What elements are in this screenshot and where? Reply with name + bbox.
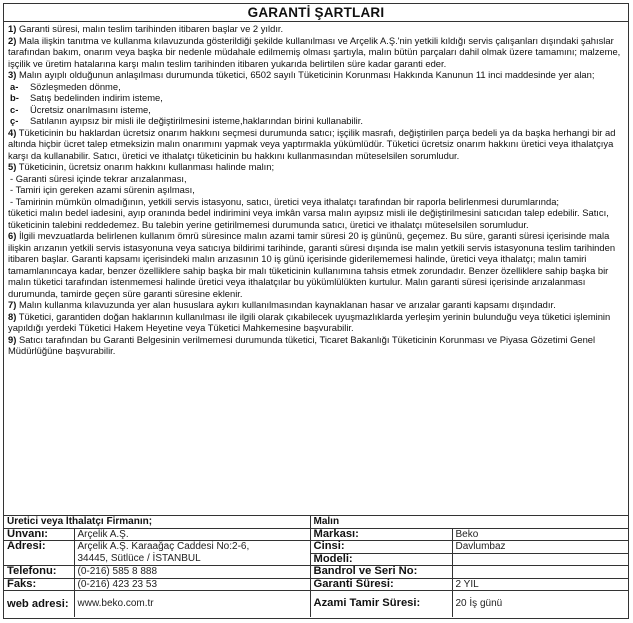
address-value bbox=[74, 541, 310, 566]
term-text: Malın ayıplı olduğunun anlaşılması durumunda tüketici, 6502 sayılı Tüketicinin Korunması Hakkında Kanunun 11 inci maddesinde yer alan; bbox=[18, 69, 595, 80]
term-text: Tüketici, garantiden doğan haklarının kullanılması ile ilgili olarak çıkabilecek uyuşmazlıklarda yerleşim yerinin bulunduğu veya tüketici işleminin yapıldığı yerdeki Tüketici Hakem Heyetine veya Tüketici Mahkemesine başvurabilir. bbox=[8, 310, 611, 333]
term-dash-text: Garanti süresi içinde tekrar arızalanması, bbox=[15, 172, 187, 184]
brand-value: Beko bbox=[452, 528, 628, 541]
term-subitem-text: Satış bedelinden indirim isteme, bbox=[30, 92, 163, 103]
term-dash-text: Tamirinin mümkün olmadığının, yetkili servis istasyonu, satıcı, üretici veya ithalatçı tarafından bir raporla belirlenmesi durumlarında; bbox=[15, 195, 560, 207]
fax-value: (0-216) 423 23 53 bbox=[74, 578, 310, 591]
phone-label: Telefonu: bbox=[4, 566, 74, 579]
address-line-1: Arçelik A.Ş. Karaağaç Caddesi No:2-6, bbox=[77, 541, 250, 552]
term-subitem-label: ç- bbox=[10, 115, 19, 126]
address-line-2: 34445, Sütlüce / İSTANBUL bbox=[77, 552, 201, 564]
term-text: Tüketicinin bu haklardan ücretsiz onarım hakkını seçmesi durumunda satıcı; işçilik masrafı, değiştirilen parça bedeli ya da başka herhangi bir ad altında hiçbir ücret talep etmeksizin malın onarımını yapmak veya yaptırmakla yükümlüdür. Tüketici ücretsiz onarım hakkını üretici veya ithalatçıya karşı da kullanabilir. Satıcı, üretici ve ithalatçı tüketicinin bu hakkını kullanmasından müteselsilen sorumludur. bbox=[8, 126, 616, 161]
term-item bbox=[8, 230, 624, 299]
term-number: 9) bbox=[8, 333, 17, 345]
address-label: Adresi: bbox=[4, 541, 74, 566]
model-value bbox=[452, 553, 628, 566]
max-repair-value: 20 İş günü bbox=[452, 591, 628, 617]
term-subitem bbox=[8, 81, 624, 93]
info-table bbox=[4, 516, 628, 617]
info-table-section bbox=[4, 515, 628, 618]
term-item bbox=[8, 161, 624, 173]
term-text: Satıcı tarafından bu Garanti Belgesinin verilmemesi durumunda tüketici, Ticaret Bakanlığı Tüketicinin Korunması ve Piyasa Gözetimi Genel Müdürlüğüne başvurabilir. bbox=[8, 333, 596, 356]
term-number: 8) bbox=[8, 310, 17, 322]
term-number: 7) bbox=[8, 299, 17, 310]
term-text: Tüketicinin, ücretsiz onarım hakkını kullanması halinde malın; bbox=[18, 161, 275, 172]
document-title: GARANTİ ŞARTLARI bbox=[4, 4, 628, 22]
type-label: Cinsi: bbox=[310, 541, 452, 554]
web-value: www.beko.com.tr bbox=[74, 591, 310, 617]
term-subitem-label: c- bbox=[10, 103, 19, 115]
term-item bbox=[8, 334, 624, 357]
term-dash-item: - Garanti süresi içinde tekrar arızalanması, bbox=[10, 172, 187, 184]
term-number: 2) bbox=[8, 34, 17, 46]
term-tail-text: tüketici malın bedel iadesini, ayıp oranında bedel indirimini veya imkân varsa malın ayıpsız misli ile değiştirilmesini satıcıdan talep edebilir. Satıcı, tüketicinin talebini reddedemez. Bu talebin yerine getirilmemesi durumunda satıcı, üretici ve ithalatçı müteselsilen sorumludur. bbox=[8, 207, 609, 230]
term-dash-item: - Tamirinin mümkün olmadığının, yetkili servis istasyonu, satıcı, üretici veya ithalatçı tarafından bir raporla belirlenmesi durumlarında; bbox=[10, 195, 560, 207]
warranty-period-value: 2 YIL bbox=[452, 578, 628, 591]
term-number: 5) bbox=[8, 161, 17, 172]
term-subitem-text: Sözleşmeden dönme, bbox=[30, 80, 121, 92]
manufacturer-title-value: Arçelik A.Ş. bbox=[74, 528, 310, 541]
term-number: 1) bbox=[8, 23, 17, 34]
term-subitem bbox=[8, 104, 624, 116]
model-label: Modeli: bbox=[310, 553, 452, 566]
term-item bbox=[8, 299, 624, 311]
term-number: 3) bbox=[8, 69, 17, 80]
term-dash-item: - Tamiri için gereken azami sürenin aşılması, bbox=[10, 184, 195, 195]
term-item bbox=[8, 311, 624, 334]
term-dash-text: Tamiri için gereken azami sürenin aşılması, bbox=[15, 184, 195, 195]
type-value: Davlumbaz bbox=[452, 541, 628, 554]
term-number: 4) bbox=[8, 126, 17, 138]
fax-label: Faks: bbox=[4, 578, 74, 591]
term-subitem bbox=[8, 115, 624, 127]
product-heading: Malın bbox=[310, 516, 628, 528]
web-label: web adresi: bbox=[4, 591, 74, 617]
terms-list bbox=[4, 22, 628, 357]
term-number: 6) bbox=[8, 230, 17, 241]
term-item bbox=[8, 69, 624, 81]
term-subitem bbox=[8, 92, 624, 104]
term-subitem-label: a- bbox=[10, 80, 19, 92]
term-text: Garanti süresi, malın teslim tarihinden itibaren başlar ve 2 yıldır. bbox=[18, 23, 284, 34]
term-subitem-text: Ücretsiz onarılmasını isteme, bbox=[30, 103, 151, 115]
serial-value bbox=[452, 566, 628, 579]
warranty-period-label: Garanti Süresi: bbox=[310, 578, 452, 591]
manufacturer-title-label: Unvanı: bbox=[4, 528, 74, 541]
term-item bbox=[8, 23, 624, 35]
serial-label: Bandrol ve Seri No: bbox=[310, 566, 452, 579]
warranty-document bbox=[3, 3, 629, 619]
term-item bbox=[8, 35, 624, 70]
term-text: İlgili mevzuatlarda belirlenen kullanım ömrü süresince malın azami tamir süresi 20 iş gününü, geçemez. Bu süre, garanti süresi içerisinde mala ilişkin arızanın yetkili servis istasyonuna veya satıcıya bildirimi tarihinde, garanti süresi dışında ise malın yetkili servis istasyonuna teslim tarihinden itibaren başlar. Garanti kapsamı içerisindeki malın arızasının 10 iş günü içerisinde giderilememesi halinde, üretici veya ithalatçı; malın tamiri tamamlanıncaya kadar, benzer özelliklere sahip başka bir malı tüketicinin kullanımına tahsis etmek zorundadır. Benzer özelliklere sahip başka bir malın tüketici tarafından istenmemesi halinde üretici veya ithalatçılar bu yükümlülükten kurtulur. Malın garanti süresi içerisinde arızalanması durumunda, tamirde geçen süre garanti süresine eklenir. bbox=[8, 230, 616, 299]
brand-label: Markası: bbox=[310, 528, 452, 541]
max-repair-label: Azami Tamir Süresi: bbox=[310, 591, 452, 617]
term-text: Mala ilişkin tanıtma ve kullanma kılavuzunda gösterildiği şekilde kullanılması ve Arçelik A.Ş.'nin yetkili kıldığı servis çalışanları dışındaki şahıslar tarafından bakım, onarım veya başka bir nedenle müdahale edilmemiş olması şartıyla, malın bütün parçaları dahil olmak üzere tamamını; malzeme, işçilik ve üretim hatalarına karşı malın teslim tarihinden itibaren yukarıda belirtilen süre kadar garanti eder. bbox=[8, 34, 621, 69]
term-text: Malın kullanma kılavuzunda yer alan hususlara aykırı kullanılmasından kaynaklanan hasar ve arızalar garanti kapsamı dışındadır. bbox=[18, 299, 556, 310]
term-subitem-label: b- bbox=[10, 92, 19, 103]
term-item bbox=[8, 127, 624, 162]
term-subitem-text: Satılanın ayıpsız bir misli ile değiştirilmesini isteme,haklarından birini kullanabilir. bbox=[30, 115, 363, 126]
manufacturer-heading: Üretici veya İthalatçı Firmanın; bbox=[4, 516, 310, 528]
phone-value: (0-216) 585 8 888 bbox=[74, 566, 310, 579]
